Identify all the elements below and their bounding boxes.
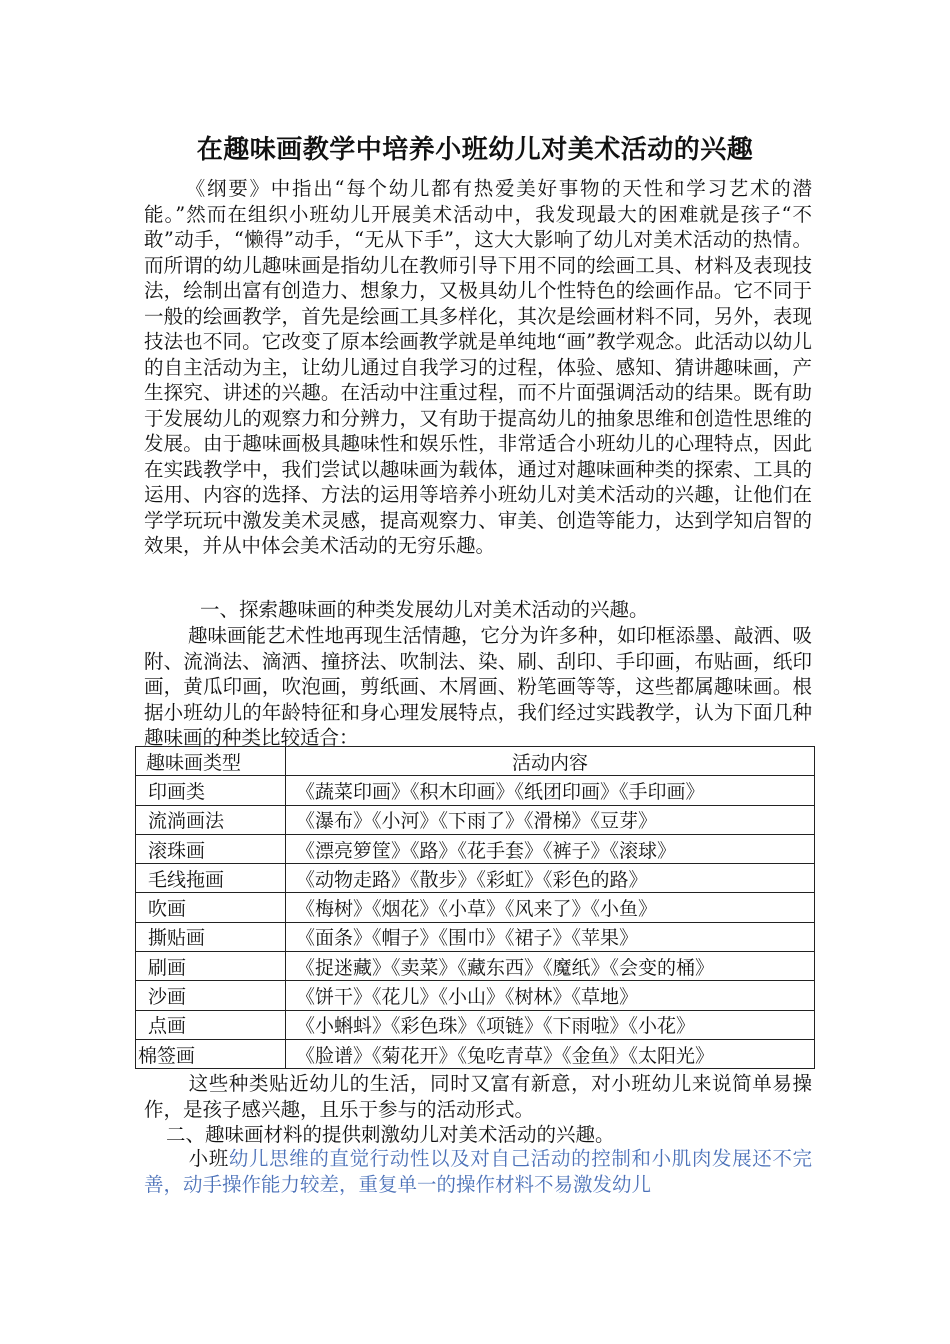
section1-paragraph	[144, 623, 812, 751]
type-cell: 棉签画	[136, 1039, 286, 1068]
section2-highlight-text: 幼儿思维的直觉行动性以及对自己活动的控制和小肌肉发展还不完善，动手操作能力较差，重复单一的操作材料不易激发幼儿	[144, 1147, 812, 1196]
table-row	[136, 864, 815, 893]
content-cell: 《饼干》《花儿》《小山》《树林》《草地》	[286, 981, 815, 1010]
table-row	[136, 1039, 815, 1068]
content-cell: 《动物走路》《散步》《彩虹》《彩色的路》	[286, 864, 815, 893]
table-row	[136, 922, 815, 951]
content-cell: 《漂亮箩筐》《路》《花手套》《裤子》《滚球》	[286, 834, 815, 863]
content-cell: 《梅树》《烟花》《小草》《风来了》《小鱼》	[286, 893, 815, 922]
table-row	[136, 805, 815, 834]
content-cell: 《捉迷藏》《卖菜》《藏东西》《魔纸》《会变的桶》	[286, 952, 815, 981]
type-cell: 刷画	[136, 952, 286, 981]
header-type: 趣味画类型	[136, 747, 286, 776]
table-row	[136, 1010, 815, 1039]
intro-paragraph	[144, 176, 812, 559]
type-cell: 滚珠画	[136, 834, 286, 863]
content-cell: 《瀑布》《小河》《下雨了》《滑梯》《豆芽》	[286, 805, 815, 834]
section2-paragraph	[144, 1146, 812, 1197]
header-content: 活动内容	[286, 747, 815, 776]
content-cell: 《面条》《帽子》《围巾》《裙子》《苹果》	[286, 922, 815, 951]
type-cell: 毛线拖画	[136, 864, 286, 893]
after-table-paragraph	[144, 1071, 812, 1122]
table-row	[136, 776, 815, 805]
table-row	[136, 893, 815, 922]
section2-lead-text: 小班	[188, 1147, 229, 1170]
content-cell: 《蔬菜印画》《积木印画》《纸团印画》《手印画》	[286, 776, 815, 805]
table-row	[136, 952, 815, 981]
type-cell: 沙画	[136, 981, 286, 1010]
type-cell: 点画	[136, 1010, 286, 1039]
section1-text: 趣味画能艺术性地再现生活情趣，它分为许多种，如印框添墨、敲洒、吸附、流淌法、滴洒、撞挤法、吹制法、染、刷、刮印、手印画，布贴画，纸印画，黄瓜印画，吹泡画，剪纸画、木屑画、粉笔画等等，这些都属趣味画。根据小班幼儿的年龄特征和身心理发展特点，我们经过实践教学，认为下面几种趣味画的种类比较适合：	[144, 624, 813, 749]
document-title: 在趣味画教学中培养小班幼儿对美术活动的兴趣	[196, 135, 754, 165]
table-header-row	[136, 747, 815, 776]
type-cell: 撕贴画	[136, 922, 286, 951]
type-cell: 流淌画法	[136, 805, 286, 834]
content-cell: 《脸谱》《菊花开》《兔吃青草》《金鱼》《太阳光》	[286, 1039, 815, 1068]
type-cell: 印画类	[136, 776, 286, 805]
painting-types-table	[135, 746, 815, 1069]
type-cell: 吹画	[136, 893, 286, 922]
table-row	[136, 834, 815, 863]
content-cell: 《小蝌蚪》《彩色珠》《项链》《下雨啦》《小花》	[286, 1010, 815, 1039]
table-row	[136, 981, 815, 1010]
after-table-text: 这些种类贴近幼儿的生活，同时又富有新意，对小班幼儿来说简单易操作，是孩子感兴趣，且乐于参与的活动形式。	[144, 1072, 812, 1121]
section1-heading: 一、探索趣味画的种类发展幼儿对美术活动的兴趣。	[200, 598, 649, 621]
section2-heading: 二、趣味画材料的提供刺激幼儿对美术活动的兴趣。	[166, 1123, 615, 1146]
intro-text: 《纲要》中指出“每个幼儿都有热爱美好事物的天性和学习艺术的潜能。”然而在组织小班幼儿开展美术活动中，我发现最大的困难就是孩子“不敢”动手，“懒得”动手，“无从下手”，这大大影响了幼儿对美术活动的热情。而所谓的幼儿趣味画是指幼儿在教师引导下用不同的绘画工具、材料及表现技法，绘制出富有创造力、想象力，又极具幼儿个性特色的绘画作品。它不同于一般的绘画教学，首先是绘画工具多样化，其次是绘画材料不同，另外，表现技法也不同。它改变了原本绘画教学就是单纯地“画”教学观念。此活动以幼儿的自主活动为主，让幼儿通过自我学习的过程，体验、感知、猜讲趣味画，产生探究、讲述的兴趣。在活动中注重过程，而不片面强调活动的结果。既有助于发展幼儿的观察力和分辨力，又有助于提高幼儿的抽象思维和创造性思维的发展。由于趣味画极具趣味性和娱乐性，非常适合小班幼儿的心理特点，因此在实践教学中，我们尝试以趣味画为载体，通过对趣味画种类的探索、工具的运用、内容的选择、方法的运用等培养小班幼儿对美术活动的兴趣，让他们在学学玩玩中激发美术灵感，提高观察力、审美、创造等能力，达到学知启智的效果，并从中体会美术活动的无穷乐趣。	[144, 177, 812, 557]
